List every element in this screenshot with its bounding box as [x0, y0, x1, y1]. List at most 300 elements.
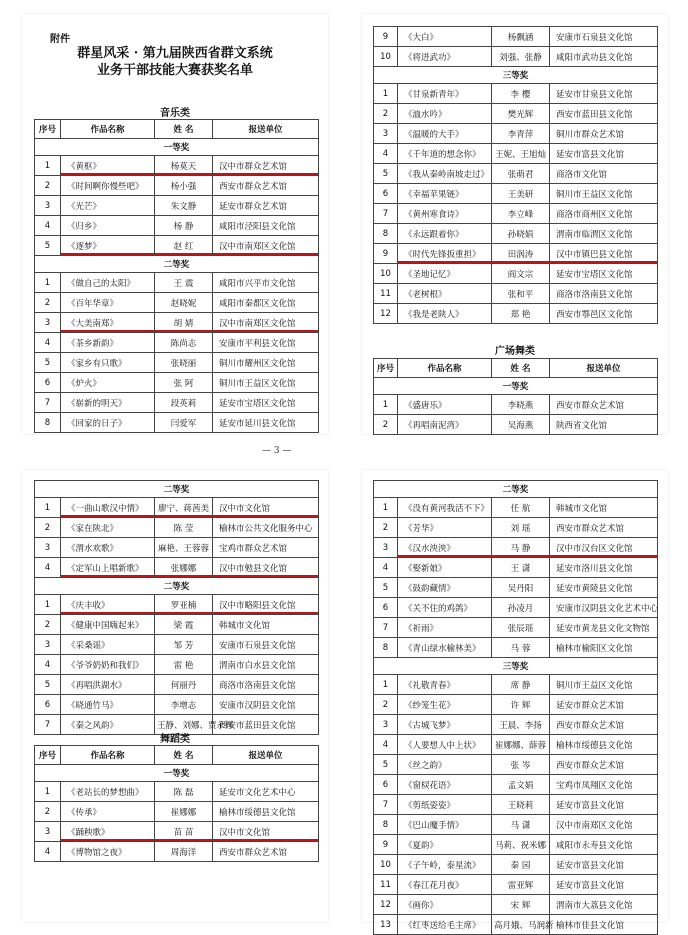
table-row [35, 156, 319, 176]
table-row [35, 782, 319, 802]
row-number: 10 [374, 264, 398, 284]
submitting-unit: 咸阳市永寿县文化馆 [550, 835, 658, 855]
submitting-unit: 延安市甘泉县文化馆 [550, 84, 658, 104]
prize-group-row [35, 139, 319, 156]
row-number: 3 [35, 822, 61, 842]
row-number: 9 [374, 244, 398, 264]
work-title: 《芳华》 [398, 518, 492, 538]
work-title: 《青山绿水榆林美》 [398, 638, 492, 658]
work-title: 《千年道的想念你》 [398, 144, 492, 164]
row-number: 1 [35, 498, 61, 518]
performer-name: 马 潇 [492, 815, 550, 835]
table-row [35, 313, 319, 333]
work-title: 《庆丰收》 [61, 595, 155, 615]
row-number: 6 [374, 598, 398, 618]
row-number: 2 [374, 415, 398, 435]
performer-name: 马莉、祝米娜 [492, 835, 550, 855]
prize-group-row [35, 578, 319, 595]
row-number: 3 [374, 715, 398, 735]
row-number: 2 [374, 518, 398, 538]
prize-group-row [374, 67, 658, 84]
row-number: 4 [374, 144, 398, 164]
submitting-unit: 汉中市群众艺术馆 [213, 156, 319, 176]
row-number: 6 [35, 373, 61, 393]
table-row [374, 144, 658, 164]
performer-name: 王晨、李扬 [492, 715, 550, 735]
table-row [374, 204, 658, 224]
work-title: 《秦之风韵》 [61, 715, 155, 735]
submitting-unit: 陕西省文化馆 [550, 415, 658, 435]
submitting-unit: 西安市群众艺术馆 [213, 842, 319, 862]
row-number: 4 [35, 655, 61, 675]
table-row [374, 695, 658, 715]
table-row [35, 216, 319, 236]
performer-name: 何丽丹 [155, 675, 213, 695]
performer-name: 段英莉 [155, 393, 213, 413]
row-number: 8 [374, 815, 398, 835]
table-row [35, 635, 319, 655]
table-row [374, 715, 658, 735]
performer-name: 廖宁、蒋茜美 [155, 498, 213, 518]
work-title: 《健康中国嗨起来》 [61, 615, 155, 635]
work-title: 《定军山上唱新歌》 [61, 558, 155, 578]
table-row [374, 558, 658, 578]
performer-name: 任 航 [492, 498, 550, 518]
table-row [35, 293, 319, 313]
work-title: 《老树根》 [398, 284, 492, 304]
performer-name: 王晓莉 [492, 795, 550, 815]
dance-second-third-table [373, 480, 658, 935]
performer-name: 李 樱 [492, 84, 550, 104]
row-number: 3 [35, 313, 61, 333]
table-row [374, 538, 658, 558]
table-row [374, 244, 658, 264]
table-row [35, 393, 319, 413]
table-row [374, 775, 658, 795]
performer-name: 苗 苗 [155, 822, 213, 842]
submitting-unit: 安康市汉阴县文化艺术中心 [550, 598, 658, 618]
row-number: 8 [374, 224, 398, 244]
submitting-unit: 汉中市镇巴县文化馆 [550, 244, 658, 264]
col-no-header: 序号 [35, 746, 61, 765]
submitting-unit: 延安市群众艺术馆 [550, 695, 658, 715]
table-row [374, 104, 658, 124]
performer-name: 李立峰 [492, 204, 550, 224]
submitting-unit: 西安市群众艺术馆 [213, 176, 319, 196]
page-title [22, 45, 328, 79]
table-row [374, 755, 658, 775]
performer-name: 杨莫天 [155, 156, 213, 176]
work-title: 《祈雨》 [398, 618, 492, 638]
submitting-unit: 宝鸡市凤翔区文化馆 [550, 775, 658, 795]
work-title: 《大白》 [398, 27, 492, 47]
work-title: 《崭新的明天》 [61, 393, 155, 413]
col-no-header: 序号 [35, 120, 61, 139]
performer-name: 赵 红 [155, 236, 213, 256]
work-title: 《窗棂花语》 [398, 775, 492, 795]
table-row [374, 395, 658, 415]
col-name-header: 姓 名 [492, 359, 550, 378]
work-title: 《归乡》 [61, 216, 155, 236]
submitting-unit: 汉中市勉县文化馆 [213, 558, 319, 578]
performer-name: 张辰瑶 [492, 618, 550, 638]
submitting-unit: 延安市群众艺术馆 [213, 196, 319, 216]
row-number: 3 [374, 538, 398, 558]
col-work-header: 作品名称 [398, 359, 492, 378]
table-header-row [35, 746, 319, 765]
row-number: 2 [35, 802, 61, 822]
submitting-unit: 榆林市佳县文化馆 [550, 915, 658, 935]
row-number: 2 [35, 176, 61, 196]
table-row [374, 598, 658, 618]
row-number: 6 [374, 184, 398, 204]
table-row [374, 124, 658, 144]
dance-section-title: 舞蹈类 [160, 734, 190, 745]
submitting-unit: 安康市石泉县文化馆 [550, 27, 658, 47]
table-row [35, 655, 319, 675]
submitting-unit: 汉中市南郑区文化馆 [213, 313, 319, 333]
performer-name: 田涡涛 [492, 244, 550, 264]
row-number: 5 [35, 353, 61, 373]
table-row [374, 224, 658, 244]
table-header-row [35, 120, 319, 139]
work-title: 《踊秧歌》 [61, 822, 155, 842]
row-number: 9 [374, 27, 398, 47]
table-row [374, 835, 658, 855]
submitting-unit: 商洛市文化馆 [550, 164, 658, 184]
submitting-unit: 咸阳市秦都区文化馆 [213, 293, 319, 313]
prize-group-row [35, 256, 319, 273]
work-title: 《古城飞梦》 [398, 715, 492, 735]
performer-name: 马 蓉 [492, 638, 550, 658]
performer-name: 邹 芳 [155, 635, 213, 655]
col-unit-header: 报送单位 [213, 746, 319, 765]
row-number: 5 [35, 675, 61, 695]
submitting-unit: 咸阳市兴平市文化馆 [213, 273, 319, 293]
row-number: 4 [374, 735, 398, 755]
submitting-unit: 延安市延川县文化馆 [213, 413, 319, 433]
work-title: 《丝之韵》 [398, 755, 492, 775]
work-title: 《我是老陕人》 [398, 304, 492, 324]
row-number: 4 [35, 842, 61, 862]
col-name-header: 姓 名 [155, 746, 213, 765]
submitting-unit: 西安市蓝田县文化馆 [213, 715, 319, 735]
table-row [35, 273, 319, 293]
table-row [374, 875, 658, 895]
table-row [35, 333, 319, 353]
table-row [374, 518, 658, 538]
page-4 [362, 470, 668, 931]
submitting-unit: 西安市鄠邑区文化馆 [550, 304, 658, 324]
work-title: 《采桑谣》 [61, 635, 155, 655]
submitting-unit: 延安市洛川县文化馆 [550, 558, 658, 578]
work-title: 《幸福苹果链》 [398, 184, 492, 204]
first-prize-label: 一等奖 [374, 378, 658, 395]
work-title: 《一曲山歌汉中情》 [61, 498, 155, 518]
performer-name: 王静、刘娜、贾永辉 [155, 715, 213, 735]
performer-name: 王 潇 [492, 558, 550, 578]
table-row [35, 558, 319, 578]
performer-name: 闫爱军 [155, 413, 213, 433]
table-row [374, 27, 658, 47]
title-line-1: 群星风采 · 第九届陕西省群文系统 [77, 46, 273, 61]
col-unit-header: 报送单位 [550, 359, 658, 378]
performer-name: 雷亚辉 [492, 875, 550, 895]
table-row [35, 695, 319, 715]
performer-name: 孙晓娟 [492, 224, 550, 244]
submitting-unit: 西安市群众艺术馆 [550, 755, 658, 775]
submitting-unit: 延安市宝塔区文化馆 [213, 393, 319, 413]
row-number: 13 [374, 915, 398, 935]
work-title: 《博物馆之夜》 [61, 842, 155, 862]
submitting-unit: 汉中市南郑区文化馆 [213, 236, 319, 256]
work-title: 《子午岭，泰星流》 [398, 855, 492, 875]
third-prize-label: 三等奖 [374, 67, 658, 84]
title-line-2: 业务干部技能大赛获奖名单 [96, 63, 253, 78]
submitting-unit: 宝鸡市群众艺术馆 [213, 538, 319, 558]
performer-name: 宋 辉 [492, 895, 550, 915]
col-unit-header: 报送单位 [213, 120, 319, 139]
work-title: 《人要想人中上状》 [398, 735, 492, 755]
work-title: 《时代先锋扳重担》 [398, 244, 492, 264]
submitting-unit: 铜川市群众艺术馆 [550, 124, 658, 144]
work-title: 《传承》 [61, 802, 155, 822]
performer-name: 杨 静 [155, 216, 213, 236]
work-title: 《百年华章》 [61, 293, 155, 313]
work-title: 《剪纸姿姿》 [398, 795, 492, 815]
submitting-unit: 延安市富县文化馆 [550, 875, 658, 895]
submitting-unit: 汉中市汉台区文化馆 [550, 538, 658, 558]
work-title: 《夏韵》 [398, 835, 492, 855]
music-second-continued-table [34, 480, 319, 735]
performer-name: 张 阿 [155, 373, 213, 393]
row-number: 6 [35, 695, 61, 715]
table-row [35, 595, 319, 615]
submitting-unit: 汉中市文化馆 [213, 822, 319, 842]
table-row [35, 615, 319, 635]
row-number: 7 [374, 795, 398, 815]
work-title: 《关不住的鸡鸽》 [398, 598, 492, 618]
col-no-header: 序号 [374, 359, 398, 378]
work-title: 《温暖的大手》 [398, 124, 492, 144]
submitting-unit: 延安市富县文化馆 [550, 795, 658, 815]
performer-name: 罗亚楠 [155, 595, 213, 615]
performer-name: 周海洋 [155, 842, 213, 862]
performer-name: 马 静 [492, 538, 550, 558]
dance-award-table [34, 745, 319, 862]
work-title: 《永远跟着你》 [398, 224, 492, 244]
submitting-unit: 商洛市商州区文化馆 [550, 204, 658, 224]
performer-name: 王 震 [155, 273, 213, 293]
row-number: 8 [374, 638, 398, 658]
performer-name: 吴海燕 [492, 415, 550, 435]
table-row [374, 304, 658, 324]
music-section-title: 音乐类 [160, 108, 190, 119]
performer-name: 阎文宗 [492, 264, 550, 284]
work-title: 《我从秦岭南坡走过》 [398, 164, 492, 184]
row-number: 9 [374, 835, 398, 855]
work-title: 《圣地记忆》 [398, 264, 492, 284]
work-title: 《逐梦》 [61, 236, 155, 256]
submitting-unit: 商洛市洛南县文化馆 [213, 675, 319, 695]
work-title: 《画你》 [398, 895, 492, 915]
work-title: 《甘泉新青年》 [398, 84, 492, 104]
table-row [374, 795, 658, 815]
submitting-unit: 安康市平利县文化馆 [213, 333, 319, 353]
col-work-header: 作品名称 [61, 746, 155, 765]
performer-name: 刘强、张静 [492, 47, 550, 67]
row-number: 1 [35, 273, 61, 293]
performer-name: 张晓丽 [155, 353, 213, 373]
row-number: 4 [35, 333, 61, 353]
table-row [35, 373, 319, 393]
work-title: 《鼓韵藏情》 [398, 578, 492, 598]
table-header-row [374, 359, 658, 378]
work-title: 《汉水泱泱》 [398, 538, 492, 558]
prize-group-row [35, 481, 319, 498]
row-number: 3 [374, 124, 398, 144]
row-number: 10 [374, 855, 398, 875]
performer-name: 朱文静 [155, 196, 213, 216]
submitting-unit: 榆林市绥德县文化馆 [550, 735, 658, 755]
page-2 [362, 14, 668, 434]
work-title: 《光芒》 [61, 196, 155, 216]
submitting-unit: 铜川市王益区文化馆 [550, 675, 658, 695]
row-number: 2 [35, 293, 61, 313]
work-title: 《纱笼生花》 [398, 695, 492, 715]
row-number: 5 [374, 164, 398, 184]
row-number: 8 [35, 413, 61, 433]
performer-name: 吴丹阳 [492, 578, 550, 598]
table-row [374, 578, 658, 598]
submitting-unit: 铜川市耀州区文化馆 [213, 353, 319, 373]
row-number: 1 [374, 84, 398, 104]
row-number: 4 [374, 558, 398, 578]
row-number: 3 [35, 538, 61, 558]
first-prize-label: 一等奖 [35, 139, 319, 156]
work-title: 《大美南郑》 [61, 313, 155, 333]
work-title: 《将进武功》 [398, 47, 492, 67]
row-number: 2 [374, 104, 398, 124]
submitting-unit: 汉中市南郑区文化馆 [550, 815, 658, 835]
col-name-header: 姓 名 [155, 120, 213, 139]
performer-name: 杨小强 [155, 176, 213, 196]
row-number: 1 [374, 395, 398, 415]
performer-name: 秦 园 [492, 855, 550, 875]
work-title: 《家乡有只歌》 [61, 353, 155, 373]
row-number: 1 [35, 156, 61, 176]
work-title: 《黄州寒食诗》 [398, 204, 492, 224]
row-number: 4 [35, 216, 61, 236]
work-title: 《晓通竹马》 [61, 695, 155, 715]
table-row [374, 618, 658, 638]
prize-group-row [374, 378, 658, 395]
row-number: 1 [35, 595, 61, 615]
row-number: 7 [35, 715, 61, 735]
third-prize-label: 三等奖 [374, 658, 658, 675]
submitting-unit: 延安市富县文化馆 [550, 144, 658, 164]
performer-name: 王妮、王旭灿 [492, 144, 550, 164]
work-title: 《没有黄河我活不下》 [398, 498, 492, 518]
submitting-unit: 西安市蓝田县文化馆 [550, 104, 658, 124]
work-title: 《巴山魔手情》 [398, 815, 492, 835]
performer-name: 王美研 [492, 184, 550, 204]
table-row [35, 498, 319, 518]
table-row [35, 822, 319, 842]
submitting-unit: 安康市汉阴县文化馆 [213, 695, 319, 715]
row-number: 5 [35, 236, 61, 256]
square-dance-section-title: 广场舞类 [495, 346, 535, 357]
performer-name: 高月娥、马润新 [492, 915, 550, 935]
work-title: 《再唱南泥湾》 [398, 415, 492, 435]
performer-name: 陈 磊 [155, 782, 213, 802]
table-row [374, 675, 658, 695]
performer-name: 樊光辉 [492, 104, 550, 124]
second-prize-label: 二等奖 [35, 256, 319, 273]
music-award-table [34, 119, 319, 433]
performer-name: 许 辉 [492, 695, 550, 715]
submitting-unit: 延安市文化艺术中心 [213, 782, 319, 802]
table-row [374, 638, 658, 658]
row-number: 2 [35, 518, 61, 538]
performer-name: 张 岑 [492, 755, 550, 775]
table-row [374, 47, 658, 67]
submitting-unit: 榆林市榆阳区文化馆 [550, 638, 658, 658]
work-title: 《时间啊你慢些吧》 [61, 176, 155, 196]
submitting-unit: 西安市群众艺术馆 [550, 715, 658, 735]
table-row [35, 353, 319, 373]
performer-name: 张娜娜 [155, 558, 213, 578]
performer-name: 崔娜娜 [155, 802, 213, 822]
page-1 [22, 14, 328, 434]
work-title: 《再唱洪湖水》 [61, 675, 155, 695]
second-prize-label: 二等奖 [35, 481, 319, 498]
prize-group-row [374, 481, 658, 498]
row-number: 3 [35, 196, 61, 216]
performer-name: 郑 艳 [492, 304, 550, 324]
performer-name: 李青萍 [492, 124, 550, 144]
performer-name: 张萌君 [492, 164, 550, 184]
submitting-unit: 延安市富县文化馆 [550, 855, 658, 875]
row-number: 2 [35, 615, 61, 635]
submitting-unit: 商洛市洛南县文化馆 [550, 284, 658, 304]
col-work-header: 作品名称 [61, 120, 155, 139]
row-number: 4 [35, 558, 61, 578]
performer-name: 杨飘涵 [492, 27, 550, 47]
table-row [374, 284, 658, 304]
table-row [35, 518, 319, 538]
work-title: 《洫水吟》 [398, 104, 492, 124]
row-number: 6 [374, 775, 398, 795]
table-row [374, 855, 658, 875]
submitting-unit: 延安市黄龙县文化文物馆 [550, 618, 658, 638]
performer-name: 孙凌月 [492, 598, 550, 618]
table-row [35, 236, 319, 256]
work-title: 《老站长的梦想曲》 [61, 782, 155, 802]
performer-name: 崔娜娜、薛蓉 [492, 735, 550, 755]
performer-name: 陈尚志 [155, 333, 213, 353]
work-title: 《炉火》 [61, 373, 155, 393]
annex-label: 附件 [50, 34, 70, 45]
submitting-unit: 西安市群众艺术馆 [550, 518, 658, 538]
table-row [374, 84, 658, 104]
submitting-unit: 汉中市文化馆 [213, 498, 319, 518]
square-dance-table [373, 358, 658, 435]
first-prize-label: 一等奖 [35, 765, 319, 782]
submitting-unit: 延安市宝塔区文化馆 [550, 264, 658, 284]
row-number: 12 [374, 304, 398, 324]
prize-group-row [35, 765, 319, 782]
